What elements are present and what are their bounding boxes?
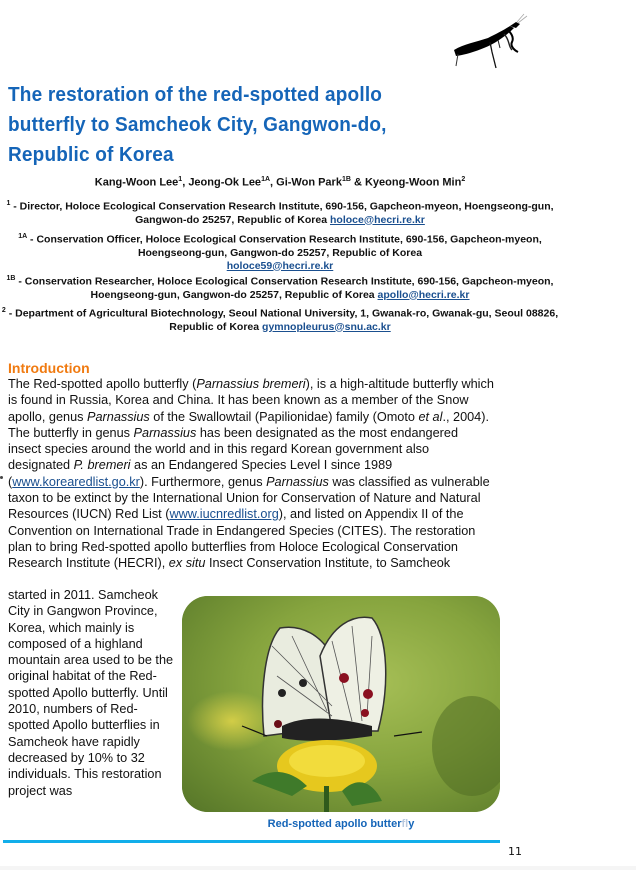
affiliation-sup: 1	[6, 200, 11, 207]
separator: &	[350, 176, 365, 189]
caption-text: y	[408, 818, 415, 830]
text: as an Endangered Species Level I since 1989 (	[8, 458, 393, 489]
text: of the Swallowtail (Papilionidae) family (Omoto	[149, 409, 419, 424]
affiliation-text: - Department of Agricultural Biotechnology, Seoul National University, 1, Gwanak-ro, Gwanak-gu, Seoul 08826, Republic of Korea	[5, 307, 559, 333]
praying-mantis-icon	[450, 12, 530, 74]
author-name: Gi-Won Park	[276, 176, 342, 189]
author-sup: 2	[461, 176, 466, 183]
page-number: 11	[508, 845, 522, 858]
term-italic: ex situ	[168, 556, 206, 571]
article-title: The restoration of the red-spotted apollo butterfly to Samcheok City, Gangwon-do, Republic of Korea	[8, 84, 387, 166]
author-name: Kang-Woon Lee	[94, 176, 179, 189]
author-sup: 1	[178, 176, 183, 183]
butterfly-photo	[182, 596, 500, 812]
affiliation-text: - Director, Holoce Ecological Conservation Research Institute, 690-156, Gapcheon-myeon, Hoengseong-gun, Gangwon-do 25257, Republic of Korea	[10, 200, 554, 226]
author-sup: 1A	[261, 176, 271, 183]
butterfly-illustration	[182, 596, 500, 812]
separator: ,	[270, 176, 277, 189]
text: was classified as vulnerable taxon to be extinct by the International Union for Conservation of Nature and Natural Resources (IUCN) Red List (	[8, 474, 490, 522]
text: has been designated as the most endangered insect species around the world and in this regard Korean government also designated	[8, 425, 459, 473]
intro-paragraph-wrapped: started in 2011. Samcheok City in Gangwon Province, Korea, which mainly is composed of a highland mountain area used to be the original habitat of the Red-spotted Apollo butterfly. Until 2010, numbers of Red-spotted Apollo butterflies in Samcheok have rapidly decreased by 10% to 32 individuals. This restoration project was	[8, 588, 174, 798]
caption-ligature: fl	[401, 818, 409, 830]
affiliation	[0, 230, 560, 273]
text: Insect Conservation Institute, to Samcheok	[205, 556, 451, 571]
text: ). Furthermore, genus	[139, 474, 267, 489]
genus-name: Parnassius	[133, 425, 197, 440]
email-link[interactable]: holoce@hecri.re.kr	[330, 213, 425, 226]
text: ), is a high-altitude butterfly which is found in Russia, Korea and China. It has been known as a member of the Snow apollo, genus	[8, 377, 494, 424]
affiliation-sup: 2	[1, 307, 6, 314]
species-name: Parnassius bremeri	[196, 377, 306, 391]
email-link[interactable]: holoce59@hecri.re.kr	[226, 259, 334, 272]
affiliation-text: - Conservation Researcher, Holoce Ecological Conservation Research Institute, 690-156, Gapcheon-myeon, Hoengseong-gun, Gangwon-do 25257, Republic of Korea	[15, 275, 554, 301]
caption-text: Red-spotted apollo butter	[267, 818, 402, 830]
footer-rule	[3, 840, 500, 843]
affiliation	[0, 197, 560, 227]
text: The Red-spotted apollo butterfly (	[8, 377, 197, 391]
affiliation	[0, 304, 560, 334]
author-list	[0, 176, 560, 189]
author-name: Kyeong-Woon Min	[364, 176, 462, 189]
genus-name: Parnassius	[266, 474, 329, 489]
figure-caption	[182, 818, 500, 830]
species-name: P. bremeri	[73, 458, 131, 473]
author-name: Jeong-Ok Lee	[188, 176, 262, 189]
separator: ,	[182, 176, 189, 189]
affiliation-text: - Conservation Officer, Holoce Ecological Conservation Research Institute, 690-156, Gapcheon-myeon, Hoengseong-gun, Gangwon-do 25257, Republic of Korea	[27, 233, 542, 259]
author-sup: 1B	[341, 176, 351, 183]
section-heading: Introduction	[8, 360, 90, 376]
text: ., 2004). The butterfly in genus	[8, 409, 489, 440]
text: ), and listed on Appendix II of the Convention on International Trade in Endangered Species (CITES). The restoration plan to bring Red-spotted apollo butterflies from Holoce Ecological Conservation Research Institute (HECRI),	[8, 507, 476, 571]
intro-paragraph	[8, 376, 494, 572]
email-link[interactable]: apollo@hecri.re.kr	[377, 288, 470, 301]
email-link[interactable]: gymnopleurus@snu.ac.kr	[262, 320, 391, 333]
margin-mark	[0, 476, 3, 479]
affiliation-sup: 1B	[6, 275, 16, 282]
affiliation	[0, 272, 560, 302]
page-edge	[0, 866, 636, 870]
citation-etal: et al	[418, 409, 443, 424]
genus-name: Parnassius	[87, 409, 150, 424]
korea-redlist-link[interactable]: www.korearedlist.go.kr	[12, 474, 140, 489]
iucn-redlist-link[interactable]: www.iucnredlist.org	[169, 507, 279, 522]
affiliation-sup: 1A	[18, 233, 28, 240]
